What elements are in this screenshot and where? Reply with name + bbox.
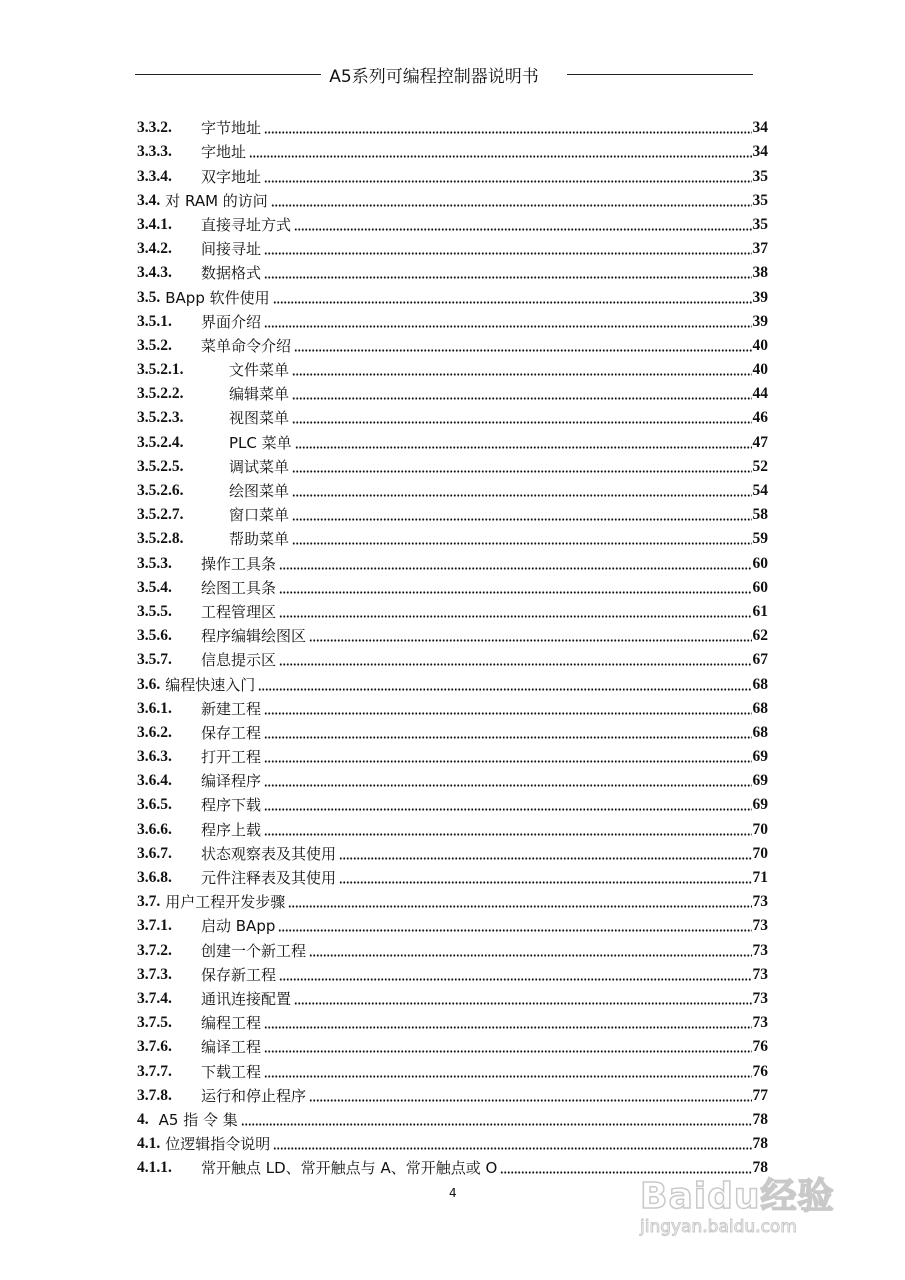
toc-dot-leader (339, 857, 751, 860)
toc-entry-title: 菜单命令介绍 (201, 336, 292, 355)
toc-entry[interactable] (137, 1082, 768, 1106)
toc-entry-page: 73 (752, 1014, 768, 1032)
toc-entry[interactable] (137, 985, 768, 1009)
toc-entry-page: 58 (752, 506, 768, 524)
toc-entry-number: 3.6.4. (137, 772, 172, 790)
toc-entry-number: 3.5.3. (137, 554, 172, 572)
toc-entry-page: 38 (752, 264, 768, 282)
toc-entry-page: 39 (752, 312, 768, 330)
toc-entry[interactable] (137, 598, 768, 622)
toc-entry[interactable] (137, 380, 768, 404)
toc-entry-number: 4.1. (137, 1135, 161, 1153)
toc-entry-number: 3.6.6. (137, 820, 172, 838)
toc-entry-page: 77 (752, 1086, 768, 1104)
toc-entry-page: 69 (752, 796, 768, 814)
toc-entry-number: 3.3.2. (137, 119, 172, 137)
toc-entry-title: 调试菜单 (229, 457, 290, 476)
toc-dot-leader (295, 446, 752, 449)
document-title: A5系列可编程控制器说明书 (329, 66, 539, 87)
toc-dot-leader (241, 1123, 752, 1126)
toc-entry-number: 3.5.5. (137, 602, 172, 620)
toc-entry-page: 68 (752, 675, 768, 693)
toc-entry-title: 直接寻址方式 (201, 215, 292, 234)
toc-entry[interactable] (137, 356, 768, 380)
toc-entry-number: 3.7. (137, 893, 161, 911)
toc-entry-page: 68 (752, 699, 768, 717)
toc-entry-title: 界面介绍 (201, 312, 262, 331)
toc-entry-title: 用户工程开发步骤 (165, 893, 286, 912)
toc-entry-title: 程序下载 (201, 796, 262, 815)
toc-entry-title: 状态观察表及其使用 (201, 844, 337, 863)
toc-entry-number: 3.3.4. (137, 167, 172, 185)
toc-dot-leader (309, 1099, 751, 1102)
toc-dot-leader (264, 736, 751, 739)
toc-entry[interactable] (137, 743, 768, 767)
toc-entry-number: 3.5.2.5. (137, 457, 184, 475)
toc-entry-title: 通讯连接配置 (201, 989, 292, 1008)
toc-entry-page: 73 (752, 989, 768, 1007)
toc-entry-page: 40 (752, 336, 768, 354)
watermark-logo: Baidu经验 (640, 1176, 835, 1217)
toc-entry-number: 3.4.1. (137, 215, 172, 233)
toc-dot-leader (264, 325, 751, 328)
toc-dot-leader (292, 470, 751, 473)
toc-entry-page: 35 (752, 191, 768, 209)
toc-dot-leader (279, 567, 751, 570)
toc-entry-number: 3.5.2.7. (137, 506, 184, 524)
toc-entry[interactable] (137, 211, 768, 235)
toc-entry-title: 新建工程 (201, 699, 262, 718)
toc-entry-number: 3.5.2.4. (137, 433, 184, 451)
toc-dot-leader (264, 712, 751, 715)
toc-entry-title: 程序编辑绘图区 (201, 627, 307, 646)
toc-dot-leader (273, 301, 752, 304)
toc-entry-number: 3.7.8. (137, 1086, 172, 1104)
toc-dot-leader (294, 228, 751, 231)
toc-dot-leader (292, 494, 751, 497)
header-rule-left (135, 74, 321, 75)
toc-entry-number: 3.6.3. (137, 748, 172, 766)
toc-dot-leader (292, 518, 751, 521)
toc-dot-leader (294, 349, 751, 352)
toc-entry-title: 创建一个新工程 (201, 941, 307, 960)
toc-entry-title: 绘图菜单 (229, 482, 290, 500)
toc-entry-title: 双字地址 (201, 167, 262, 186)
toc-dot-leader (264, 180, 751, 183)
page-number: 4 (449, 1186, 457, 1200)
toc-entry-title: BApp 软件使用 (165, 288, 270, 307)
toc-entry-title: 打开工程 (201, 748, 262, 767)
toc-entry[interactable] (137, 912, 768, 936)
toc-entry-number: 3.4. (137, 191, 161, 209)
toc-entry[interactable] (137, 1130, 768, 1154)
toc-entry-number: 3.7.1. (137, 917, 172, 935)
toc-entry-page: 52 (752, 457, 768, 475)
toc-entry-title: PLC 菜单 (229, 433, 292, 452)
toc-entry[interactable] (137, 259, 768, 283)
toc-entry-title: 对 RAM 的访问 (165, 191, 268, 210)
toc-entry[interactable] (137, 936, 768, 960)
running-header (135, 62, 753, 86)
toc-entry-number: 4.1.1. (137, 1159, 172, 1177)
toc-entry-page: 71 (752, 869, 768, 886)
toc-dot-leader (273, 1147, 751, 1150)
toc-entry-page: 78 (752, 1159, 768, 1177)
toc-entry-title: 间接寻址 (201, 240, 262, 259)
toc-entry-number: 3.5.2.1. (137, 361, 184, 379)
toc-entry-title: 常开触点 LD、常开触点与 A、常开触点或 O (201, 1159, 498, 1178)
toc-entry-number: 3.6.8. (137, 869, 172, 886)
toc-entry-title: 元件注释表及其使用 (201, 869, 337, 887)
toc-entry[interactable] (137, 695, 768, 719)
toc-entry[interactable] (137, 864, 768, 888)
toc-dot-leader (264, 784, 751, 787)
toc-entry-page: 39 (752, 288, 768, 306)
toc-entry-page: 34 (752, 119, 768, 137)
header-rule-right (567, 74, 753, 75)
toc-entry-number: 3.7.6. (137, 1038, 172, 1056)
toc-entry[interactable] (137, 501, 768, 525)
toc-entry-page: 46 (752, 409, 768, 427)
toc-entry-number: 3.7.3. (137, 965, 172, 983)
toc-dot-leader (264, 252, 751, 255)
toc-entry-page: 44 (752, 385, 768, 403)
toc-entry-number: 3.7.5. (137, 1014, 172, 1032)
toc-entry[interactable] (137, 888, 768, 912)
toc-entry-page: 47 (752, 433, 768, 451)
toc-entry-page: 62 (752, 627, 768, 645)
toc-entry[interactable] (137, 961, 768, 985)
toc-entry-number: 3.5.4. (137, 578, 172, 596)
toc-entry-page: 60 (752, 578, 768, 596)
toc-entry-title: 编程快速入门 (165, 675, 256, 694)
toc-dot-leader (292, 373, 751, 376)
toc-entry-page: 61 (752, 602, 768, 620)
toc-entry[interactable] (137, 525, 768, 549)
toc-entry[interactable] (137, 283, 768, 307)
toc-entry-page: 73 (752, 917, 768, 935)
toc-entry-title: 编译程序 (201, 772, 262, 791)
toc-dot-leader (264, 833, 751, 836)
toc-entry-title: 保存新工程 (201, 965, 277, 984)
toc-dot-leader (279, 591, 751, 594)
toc-entry[interactable] (137, 187, 768, 211)
toc-entry-page: 70 (752, 820, 768, 838)
toc-entry-title: A5 指 令 集 (158, 1110, 238, 1129)
toc-entry-title: 字地址 (201, 143, 247, 162)
toc-entry[interactable] (137, 622, 768, 646)
toc-entry-page: 73 (752, 893, 768, 911)
toc-entry-title: 字节地址 (201, 119, 262, 138)
toc-entry-title: 启动 BApp (201, 917, 276, 936)
toc-entry-title: 位逻辑指令说明 (165, 1135, 271, 1154)
toc-dot-leader (271, 204, 752, 207)
toc-entry-title: 运行和停止程序 (201, 1086, 307, 1105)
toc-entry-number: 3.5.7. (137, 651, 172, 669)
toc-entry-number: 3.5.2.2. (137, 385, 184, 403)
toc-entry-number: 3.6.2. (137, 723, 172, 741)
toc-entry[interactable] (137, 767, 768, 791)
toc-entry-page: 73 (752, 941, 768, 959)
toc-entry[interactable] (137, 840, 768, 864)
toc-entry-page: 69 (752, 748, 768, 766)
toc-entry-number: 3.6.5. (137, 796, 172, 814)
toc-entry-title: 编程工程 (201, 1014, 262, 1033)
toc-dot-leader (249, 155, 751, 158)
toc-entry[interactable] (137, 162, 768, 186)
toc-entry-number: 3.4.2. (137, 240, 172, 258)
toc-entry-number: 3.5.1. (137, 312, 172, 330)
toc-dot-leader (292, 397, 751, 400)
toc-dot-leader (264, 760, 751, 763)
toc-entry-number: 3.3.3. (137, 143, 172, 161)
toc-entry-title: 操作工具条 (201, 554, 277, 573)
toc-entry-title: 信息提示区 (201, 651, 277, 670)
toc-entry[interactable] (137, 1033, 768, 1057)
toc-entry-number: 3.7.2. (137, 941, 172, 959)
toc-entry[interactable] (137, 404, 768, 428)
toc-entry-number: 3.5.2.8. (137, 530, 184, 548)
toc-dot-leader (264, 131, 751, 134)
toc-entry[interactable] (137, 308, 768, 332)
toc-dot-leader (288, 905, 751, 908)
toc-dot-leader (309, 954, 751, 957)
toc-entry[interactable] (137, 1057, 768, 1081)
toc-entry-number: 4. (137, 1110, 149, 1128)
toc-entry[interactable] (137, 574, 768, 598)
toc-entry[interactable] (137, 1009, 768, 1033)
toc-entry-title: 编辑菜单 (229, 385, 290, 404)
toc-entry[interactable] (137, 815, 768, 839)
toc-entry-number: 3.5.2.6. (137, 482, 184, 499)
toc-entry-number: 3.5.6. (137, 627, 172, 645)
toc-entry-number: 3.5. (137, 288, 161, 306)
toc-entry-number: 3.5.2.3. (137, 409, 184, 427)
toc-entry-title: 文件菜单 (229, 361, 290, 380)
toc-entry[interactable] (137, 670, 768, 694)
toc-entry-page: 35 (752, 167, 768, 185)
toc-entry-title: 程序上载 (201, 820, 262, 839)
watermark-url: jingyan.baidu.com (640, 1217, 797, 1237)
toc-entry[interactable] (137, 477, 768, 501)
toc-entry-page: 73 (752, 965, 768, 983)
toc-entry-page: 37 (752, 240, 768, 258)
toc-entry-page: 70 (752, 844, 768, 862)
toc-entry-page: 78 (752, 1135, 768, 1153)
toc-entry-number: 3.7.4. (137, 989, 172, 1007)
toc-entry-page: 34 (752, 143, 768, 161)
toc-entry[interactable] (137, 453, 768, 477)
toc-dot-leader (292, 542, 751, 545)
toc-entry[interactable] (137, 1106, 768, 1130)
toc-entry[interactable] (137, 235, 768, 259)
toc-dot-leader (279, 978, 751, 981)
toc-entry[interactable] (137, 332, 768, 356)
toc-entry[interactable] (137, 549, 768, 573)
toc-entry-number: 3.6. (137, 675, 161, 693)
toc-entry-page: 76 (752, 1038, 768, 1056)
toc-dot-leader (258, 688, 751, 691)
toc-entry-title: 窗口菜单 (229, 506, 290, 525)
toc-entry[interactable] (137, 138, 768, 162)
toc-dot-leader (294, 1002, 751, 1005)
toc-dot-leader (278, 929, 751, 932)
toc-entry-title: 编译工程 (201, 1038, 262, 1057)
toc-entry-title: 帮助菜单 (229, 530, 290, 549)
toc-dot-leader (264, 1050, 751, 1053)
toc-entry-page: 69 (752, 772, 768, 790)
toc-dot-leader (264, 276, 751, 279)
toc-entry-number: 3.5.2. (137, 336, 172, 354)
toc-entry-page: 35 (752, 215, 768, 233)
toc-dot-leader (264, 1075, 751, 1078)
baidu-jingyan-watermark (640, 1168, 860, 1268)
toc-entry-page: 40 (752, 361, 768, 379)
toc-entry[interactable] (137, 114, 768, 138)
toc-entry-title: 视图菜单 (229, 409, 290, 428)
toc-entry-title: 下载工程 (201, 1062, 262, 1081)
toc-dot-leader (339, 881, 751, 884)
toc-entry-title: 绘图工具条 (201, 578, 277, 597)
toc-entry-number: 3.7.7. (137, 1062, 172, 1080)
toc-entry-title: 数据格式 (201, 264, 262, 283)
toc-entry-page: 78 (752, 1110, 768, 1128)
toc-entry-number: 3.6.1. (137, 699, 172, 717)
toc-entry-page: 54 (752, 482, 768, 499)
toc-dot-leader (264, 808, 751, 811)
toc-entry[interactable] (137, 791, 768, 815)
toc-entry-page: 76 (752, 1062, 768, 1080)
toc-entry[interactable] (137, 719, 768, 743)
toc-entry-title: 工程管理区 (201, 602, 277, 621)
toc-entry[interactable] (137, 428, 768, 452)
toc-entry-page: 67 (752, 651, 768, 669)
toc-entry-number: 3.4.3. (137, 264, 172, 282)
toc-entry-title: 保存工程 (201, 723, 262, 742)
toc-dot-leader (309, 639, 751, 642)
toc-entry[interactable] (137, 646, 768, 670)
toc-entry-page: 59 (752, 530, 768, 548)
toc-dot-leader (279, 663, 751, 666)
toc-entry-number: 3.6.7. (137, 844, 172, 862)
toc-entry-page: 68 (752, 723, 768, 741)
toc-dot-leader (292, 421, 751, 424)
toc-dot-leader (279, 615, 751, 618)
toc-dot-leader (264, 1026, 751, 1029)
table-of-contents (137, 114, 768, 1178)
toc-entry-page: 60 (752, 554, 768, 572)
